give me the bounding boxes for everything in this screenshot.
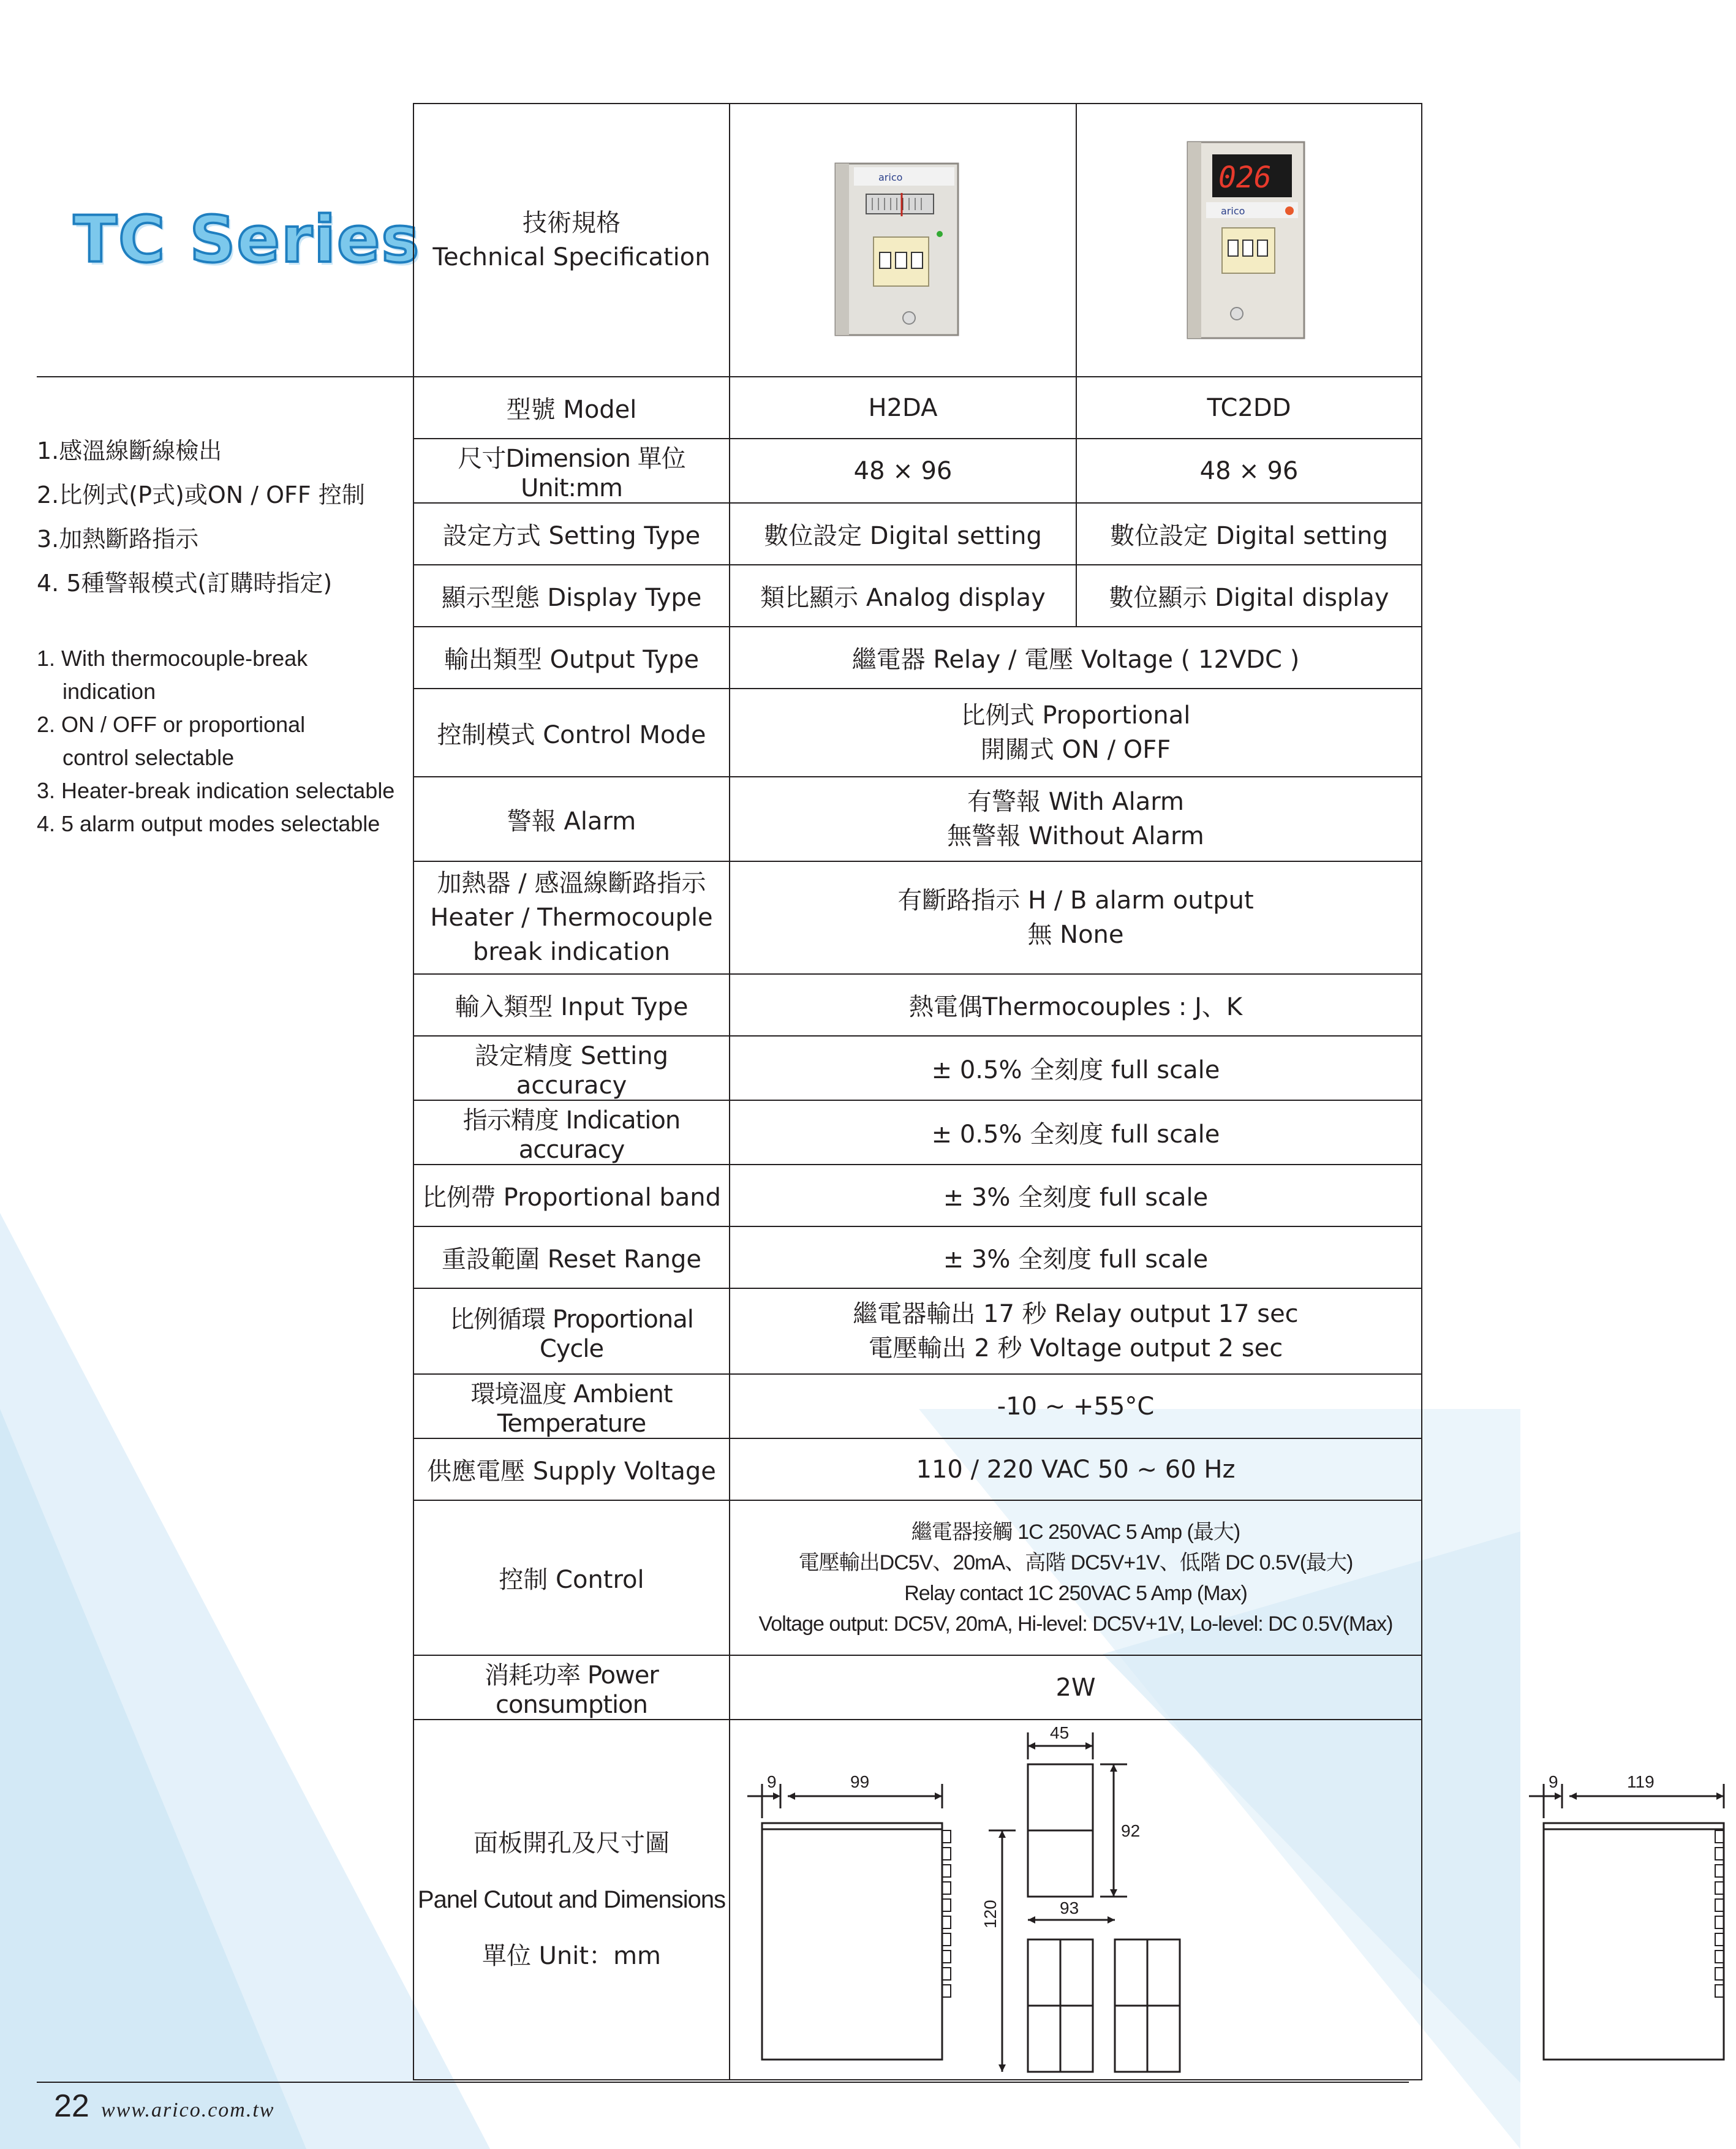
proportional-band-label: 比例帶 Proportional band [413, 1165, 730, 1226]
ambient-value: -10 ~ +55°C [730, 1374, 1422, 1438]
supply-label: 供應電壓 Supply Voltage [413, 1438, 730, 1500]
page-title: TC Series [74, 202, 421, 277]
feature-zh-2: 2.比例式(P式)或ON / OFF 控制 [37, 482, 365, 508]
product-photo-tc2dd [1076, 104, 1422, 377]
setting-type-label: 設定方式 Setting Type [413, 503, 730, 565]
alarm-v2: 無警報 Without Alarm [947, 822, 1204, 850]
dim-120: 120 [981, 1900, 1000, 1928]
dim-9-right: 9 [1549, 1772, 1558, 1791]
feature-zh-1: 1.感溫線斷線檢出 [37, 437, 222, 464]
feature-en-2b: control selectable [62, 745, 235, 770]
display-type-tc2dd: 數位顯示 Digital display [1076, 565, 1422, 627]
feature-zh-4: 4. 5種警報模式(訂購時指定) [37, 570, 333, 597]
setting-accuracy-label: 設定精度 Setting accuracy [413, 1036, 730, 1100]
feature-en-1: 1. With thermocouple-break [37, 646, 308, 671]
setting-type-h2da: 數位設定 Digital setting [730, 503, 1076, 565]
table-row [413, 104, 1422, 377]
table-row [413, 974, 1422, 1036]
table-row [413, 377, 1422, 439]
features-chinese [37, 429, 365, 605]
input-type-value: 熱電偶Thermocouples : J、K [730, 974, 1422, 1036]
website-url: www.arico.com.tw [100, 2099, 275, 2121]
panel-label-unit: 單位 Unit：mm [481, 1942, 662, 1970]
tc2dd-brand-label: arico [1221, 205, 1245, 217]
front-view [989, 1732, 1180, 2072]
control-mode-value [730, 689, 1422, 777]
model-tc2dd: TC2DD [1076, 377, 1422, 439]
table-row [413, 689, 1422, 777]
table-row [413, 1036, 1422, 1100]
feature-en-1b: indication [62, 679, 156, 704]
table-row [413, 1500, 1422, 1655]
spec-table [413, 103, 1655, 2080]
proportional-cycle-label: 比例循環 Proportional Cycle [413, 1288, 730, 1374]
table-row [413, 503, 1422, 565]
control-label: 控制 Control [413, 1500, 730, 1655]
proportional-cycle-v2: 電壓輸出 2 秒 Voltage output 2 sec [868, 1334, 1283, 1362]
dimension-label: 尺寸Dimension 單位Unit:mm [413, 439, 730, 503]
header-label [413, 104, 730, 377]
model-label: 型號 Model [413, 377, 730, 439]
control-mode-v1: 比例式 Proportional [960, 701, 1191, 730]
table-row [413, 1438, 1422, 1500]
table-row [413, 1226, 1422, 1288]
header-en: Technical Specification [432, 243, 711, 271]
proportional-cycle-value [730, 1288, 1422, 1374]
break-value [730, 861, 1422, 974]
indication-accuracy-value: ± 0.5% 全刻度 full scale [730, 1100, 1422, 1165]
reset-range-value: ± 3% 全刻度 full scale [730, 1226, 1422, 1288]
h2da-side-view [747, 1784, 951, 2060]
control-v3: Relay contact 1C 250VAC 5 Amp (Max) [904, 1581, 1247, 1605]
page-number: 22 [54, 2088, 89, 2124]
display-type-label: 顯示型態 Display Type [413, 565, 730, 627]
table-row [413, 1100, 1422, 1165]
table-row [413, 1288, 1422, 1374]
break-label-2: Heater / Thermocouple [430, 904, 713, 932]
dim-9-left: 9 [767, 1772, 777, 1791]
input-type-label: 輸入類型 Input Type [413, 974, 730, 1036]
break-label [413, 861, 730, 974]
feature-en-2: 2. ON / OFF or proportional [37, 712, 306, 737]
feature-zh-3: 3.加熱斷路指示 [37, 526, 199, 553]
power-value: 2W [730, 1655, 1422, 1720]
control-v1: 繼電器接觸 1C 250VAC 5 Amp (最大) [911, 1520, 1240, 1544]
alarm-v1: 有警報 With Alarm [967, 788, 1184, 816]
tc2dd-controller-image [1176, 136, 1323, 344]
output-type-label: 輸出類型 Output Type [413, 627, 730, 689]
panel-label-en: Panel Cutout and Dimensions [417, 1886, 726, 1913]
dim-99: 99 [850, 1772, 870, 1791]
footer-divider [37, 2082, 1409, 2083]
table-row [413, 1374, 1422, 1438]
table-row [413, 777, 1422, 861]
control-v2: 電壓輸出DC5V、20mA、高階 DC5V+1V、低階 DC 0.5V(最大) [798, 1550, 1353, 1574]
proportional-band-value: ± 3% 全刻度 full scale [730, 1165, 1422, 1226]
power-label: 消耗功率 Power consumption [413, 1655, 730, 1720]
dimension-drawing [730, 1720, 1736, 2073]
supply-value: 110 / 220 VAC 50 ~ 60 Hz [730, 1438, 1422, 1500]
feature-en-4: 4. 5 alarm output modes selectable [37, 811, 380, 836]
ambient-label: 環境溫度 Ambient Temperature [413, 1374, 730, 1438]
tc2dd-led-display: 026 [1218, 161, 1272, 195]
tc2dd-side-view [1529, 1784, 1724, 2060]
dim-45: 45 [1050, 1723, 1070, 1742]
dim-119: 119 [1627, 1772, 1655, 1791]
panel-label [413, 1720, 730, 2080]
setting-type-tc2dd: 數位設定 Digital setting [1076, 503, 1422, 565]
table-row [413, 1165, 1422, 1226]
table-row [413, 1720, 1422, 2080]
control-mode-label: 控制模式 Control Mode [413, 689, 730, 777]
dim-93: 93 [1060, 1898, 1079, 1917]
indication-accuracy-label: 指示精度 Indication accuracy [413, 1100, 730, 1165]
footer [54, 2088, 274, 2124]
h2da-brand-label: arico [878, 172, 903, 183]
alarm-label: 警報 Alarm [413, 777, 730, 861]
table-row [413, 565, 1422, 627]
break-label-3: break indication [472, 938, 671, 966]
features-english [37, 642, 394, 840]
alarm-value [730, 777, 1422, 861]
dim-92: 92 [1121, 1821, 1141, 1840]
control-mode-v2: 開關式 ON / OFF [980, 736, 1171, 764]
proportional-cycle-v1: 繼電器輸出 17 秒 Relay output 17 sec [853, 1300, 1299, 1328]
model-h2da: H2DA [730, 377, 1076, 439]
dimension-drawings [730, 1720, 1655, 2080]
dimension-tc2dd: 48 × 96 [1076, 439, 1422, 503]
table-row [413, 439, 1422, 503]
feature-en-3: 3. Heater-break indication selectable [37, 778, 395, 803]
table-row [413, 627, 1422, 689]
h2da-controller-image [829, 139, 976, 341]
panel-label-zh: 面板開孔及尺寸圖 [474, 1829, 670, 1857]
dimension-h2da: 48 × 96 [730, 439, 1076, 503]
break-v1: 有斷路指示 H / B alarm output [897, 886, 1254, 915]
product-photo-h2da [730, 104, 1076, 377]
setting-accuracy-value: ± 0.5% 全刻度 full scale [730, 1036, 1422, 1100]
header-zh: 技術規格 [523, 209, 621, 237]
display-type-h2da: 類比顯示 Analog display [730, 565, 1076, 627]
section-divider [37, 376, 414, 377]
control-value [730, 1500, 1422, 1655]
reset-range-label: 重設範圍 Reset Range [413, 1226, 730, 1288]
break-v2: 無 None [1027, 921, 1124, 949]
control-v4: Voltage output: DC5V, 20mA, Hi-level: DC5V+1V, Lo-level: DC 0.5V(Max) [758, 1612, 1393, 1636]
table-row [413, 1655, 1422, 1720]
break-label-1: 加熱器 / 感溫線斷路指示 [437, 869, 706, 897]
table-row [413, 861, 1422, 974]
output-type-value: 繼電器 Relay / 電壓 Voltage ( 12VDC ) [730, 627, 1422, 689]
